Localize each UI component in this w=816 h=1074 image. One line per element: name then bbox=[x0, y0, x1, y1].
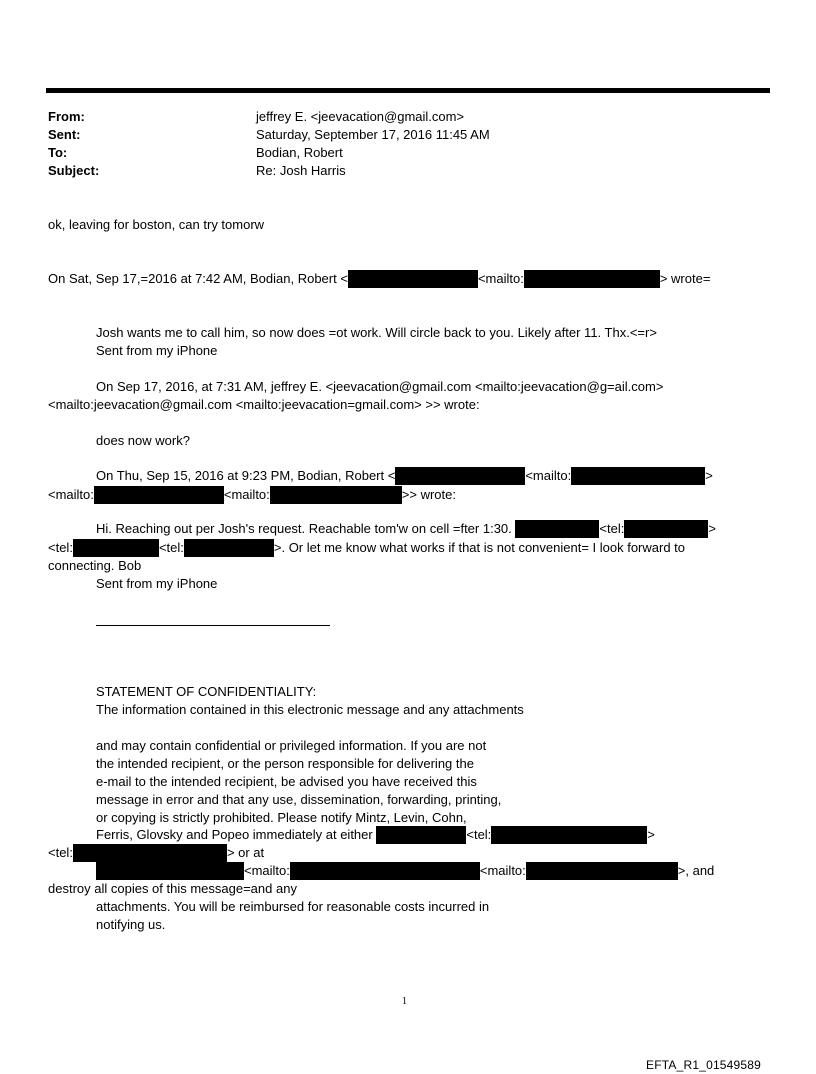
redaction bbox=[491, 826, 647, 844]
confidentiality-heading: STATEMENT OF CONFIDENTIALITY: bbox=[96, 684, 317, 699]
quote-header-1: On Sat, Sep 17,=2016 at 7:42 AM, Bodian, Robert < <mailto: > wrote= bbox=[48, 271, 711, 286]
redaction bbox=[524, 270, 660, 288]
confidentiality-line: The information contained in this electronic message and any attachments bbox=[96, 702, 524, 717]
confidentiality-line: e-mail to the intended recipient, be advised you have received this bbox=[96, 774, 477, 789]
sent-value: Saturday, September 17, 2016 11:45 AM bbox=[256, 127, 490, 142]
confidentiality-line: <tel: > or at bbox=[48, 845, 265, 860]
confidentiality-line: the intended recipient, or the person responsible for delivering the bbox=[96, 756, 474, 771]
to-label: To: bbox=[48, 145, 68, 160]
redaction bbox=[376, 826, 466, 844]
redaction bbox=[395, 467, 525, 485]
confidentiality-line: message in error and that any use, dissemination, forwarding, printing, bbox=[96, 792, 502, 807]
body-line-3: Josh wants me to call him, so now does =ot work. Will circle back to you. Likely after 11. Thx.<=r> bbox=[96, 325, 657, 340]
signature-divider bbox=[96, 625, 330, 626]
body-line-12: connecting. Bob bbox=[48, 558, 142, 573]
confidentiality-line: attachments. You will be reimbursed for reasonable costs incurred in bbox=[96, 899, 490, 914]
from-label: From: bbox=[48, 109, 85, 124]
page-number: 1 bbox=[402, 996, 407, 1007]
body-line-10: Hi. Reaching out per Josh's request. Reachable tom'w on cell =fter 1:30. <tel: > bbox=[96, 521, 716, 536]
document-id: EFTA_R1_01549589 bbox=[646, 1058, 762, 1072]
body-line-5: On Sep 17, 2016, at 7:31 AM, jeffrey E. <jeevacation@gmail.com <mailto:jeevacation@g=ail.com> bbox=[96, 379, 664, 394]
to-value: Bodian, Robert bbox=[256, 145, 343, 160]
redaction bbox=[624, 520, 708, 538]
from-value: jeffrey E. <jeevacation@gmail.com> bbox=[256, 109, 465, 124]
header-rule bbox=[46, 88, 770, 93]
quote-header-2-cont: <mailto: <mailto: >> wrote: bbox=[48, 487, 456, 502]
redaction bbox=[184, 539, 274, 557]
confidentiality-line: or copying is strictly prohibited. Please notify Mintz, Levin, Cohn, bbox=[96, 810, 467, 825]
redaction bbox=[96, 862, 244, 880]
subject-label: Subject: bbox=[48, 163, 100, 178]
sent-label: Sent: bbox=[48, 127, 81, 142]
redaction bbox=[94, 486, 224, 504]
confidentiality-line: <mailto: <mailto: >, and bbox=[96, 862, 714, 880]
body-line-6: <mailto:jeevacation@gmail.com <mailto:jeevacation=gmail.com> >> wrote: bbox=[48, 397, 480, 412]
redaction bbox=[348, 270, 478, 288]
confidentiality-line: notifying us. bbox=[96, 917, 166, 932]
body-line-4: Sent from my iPhone bbox=[96, 343, 218, 358]
redaction bbox=[571, 467, 705, 485]
redaction bbox=[73, 844, 227, 862]
redaction bbox=[73, 539, 159, 557]
confidentiality-line: destroy all copies of this message=and any bbox=[48, 881, 297, 896]
redaction bbox=[270, 486, 402, 504]
body-line-11: <tel: <tel: >. Or let me know what works if that is not convenient= I look forward to bbox=[48, 540, 686, 555]
body-line-1: ok, leaving for boston, can try tomorw bbox=[48, 217, 265, 232]
body-line-13: Sent from my iPhone bbox=[96, 576, 218, 591]
quote-header-2: On Thu, Sep 15, 2016 at 9:23 PM, Bodian, Robert < <mailto: > bbox=[96, 468, 713, 483]
body-line-7: does now work? bbox=[96, 433, 190, 448]
redaction bbox=[290, 862, 480, 880]
subject-value: Re: Josh Harris bbox=[256, 163, 346, 178]
redaction bbox=[526, 862, 678, 880]
redaction bbox=[515, 520, 599, 538]
confidentiality-line: Ferris, Glovsky and Popeo immediately at either <tel: > bbox=[96, 827, 655, 842]
confidentiality-line: and may contain confidential or privileged information. If you are not bbox=[96, 738, 487, 753]
